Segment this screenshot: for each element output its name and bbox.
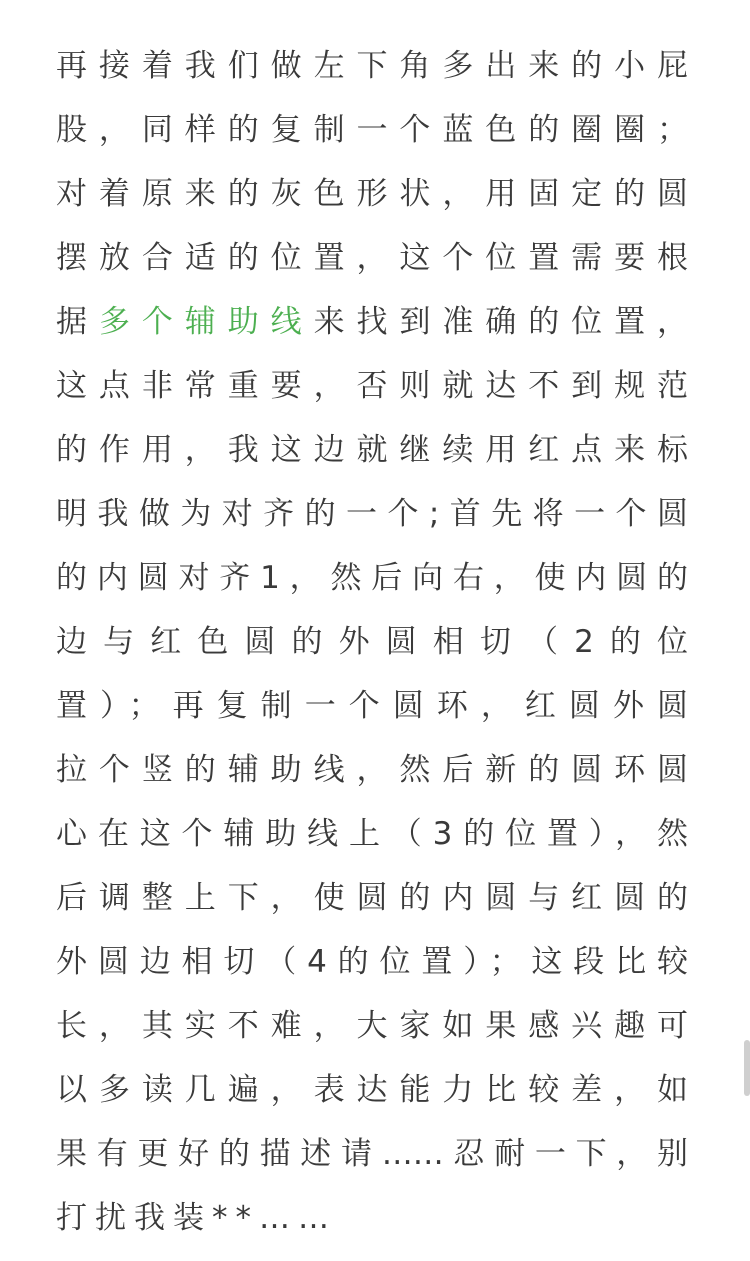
text-line: 摆放合适的位置，这个位置需要根 [56,240,688,276]
text-line: 长，其实不难，大家如果感兴趣可 [56,1008,688,1044]
scrollbar-thumb[interactable] [744,1040,750,1096]
text-segment: 来找到准确的位置， [313,304,688,340]
text-line: 心在这个辅助线上（3的位置），然 [56,816,688,852]
text-line: 后调整上下，使圆的内圆与红圆的 [56,880,688,916]
text-line: 再接着我们做左下角多出来的小屁 [56,48,688,84]
text-line: 置）；再复制一个圆环，红圆外圆 [56,688,688,724]
text-line: 的作用，我这边就继续用红点来标 [56,432,688,468]
highlighted-term: 多个辅助线 [98,304,314,340]
text-line-last: 打扰我装**…… [56,1200,337,1236]
text-segment: 据 [56,304,99,340]
article-body [56,34,688,1250]
text-line: 的内圆对齐1，然后向右，使内圆的 [56,560,688,596]
text-line: 明我做为对齐的一个;首先将一个圆 [56,496,688,532]
text-line: 以多读几遍，表达能力比较差，如 [56,1072,688,1108]
text-line: 这点非常重要，否则就达不到规范 [56,368,688,404]
text-line: 外圆边相切（4的位置）；这段比较 [56,944,688,980]
text-line [56,290,688,354]
text-line: 拉个竖的辅助线，然后新的圆环圆 [56,752,688,788]
text-line: 对着原来的灰色形状，用固定的圆 [56,176,688,212]
text-line: 果有更好的描述请……忍耐一下，别 [56,1136,688,1172]
text-line: 边与红色圆的外圆相切（2的位 [56,624,688,660]
text-line: 股，同样的复制一个蓝色的圈圈； [56,112,688,148]
